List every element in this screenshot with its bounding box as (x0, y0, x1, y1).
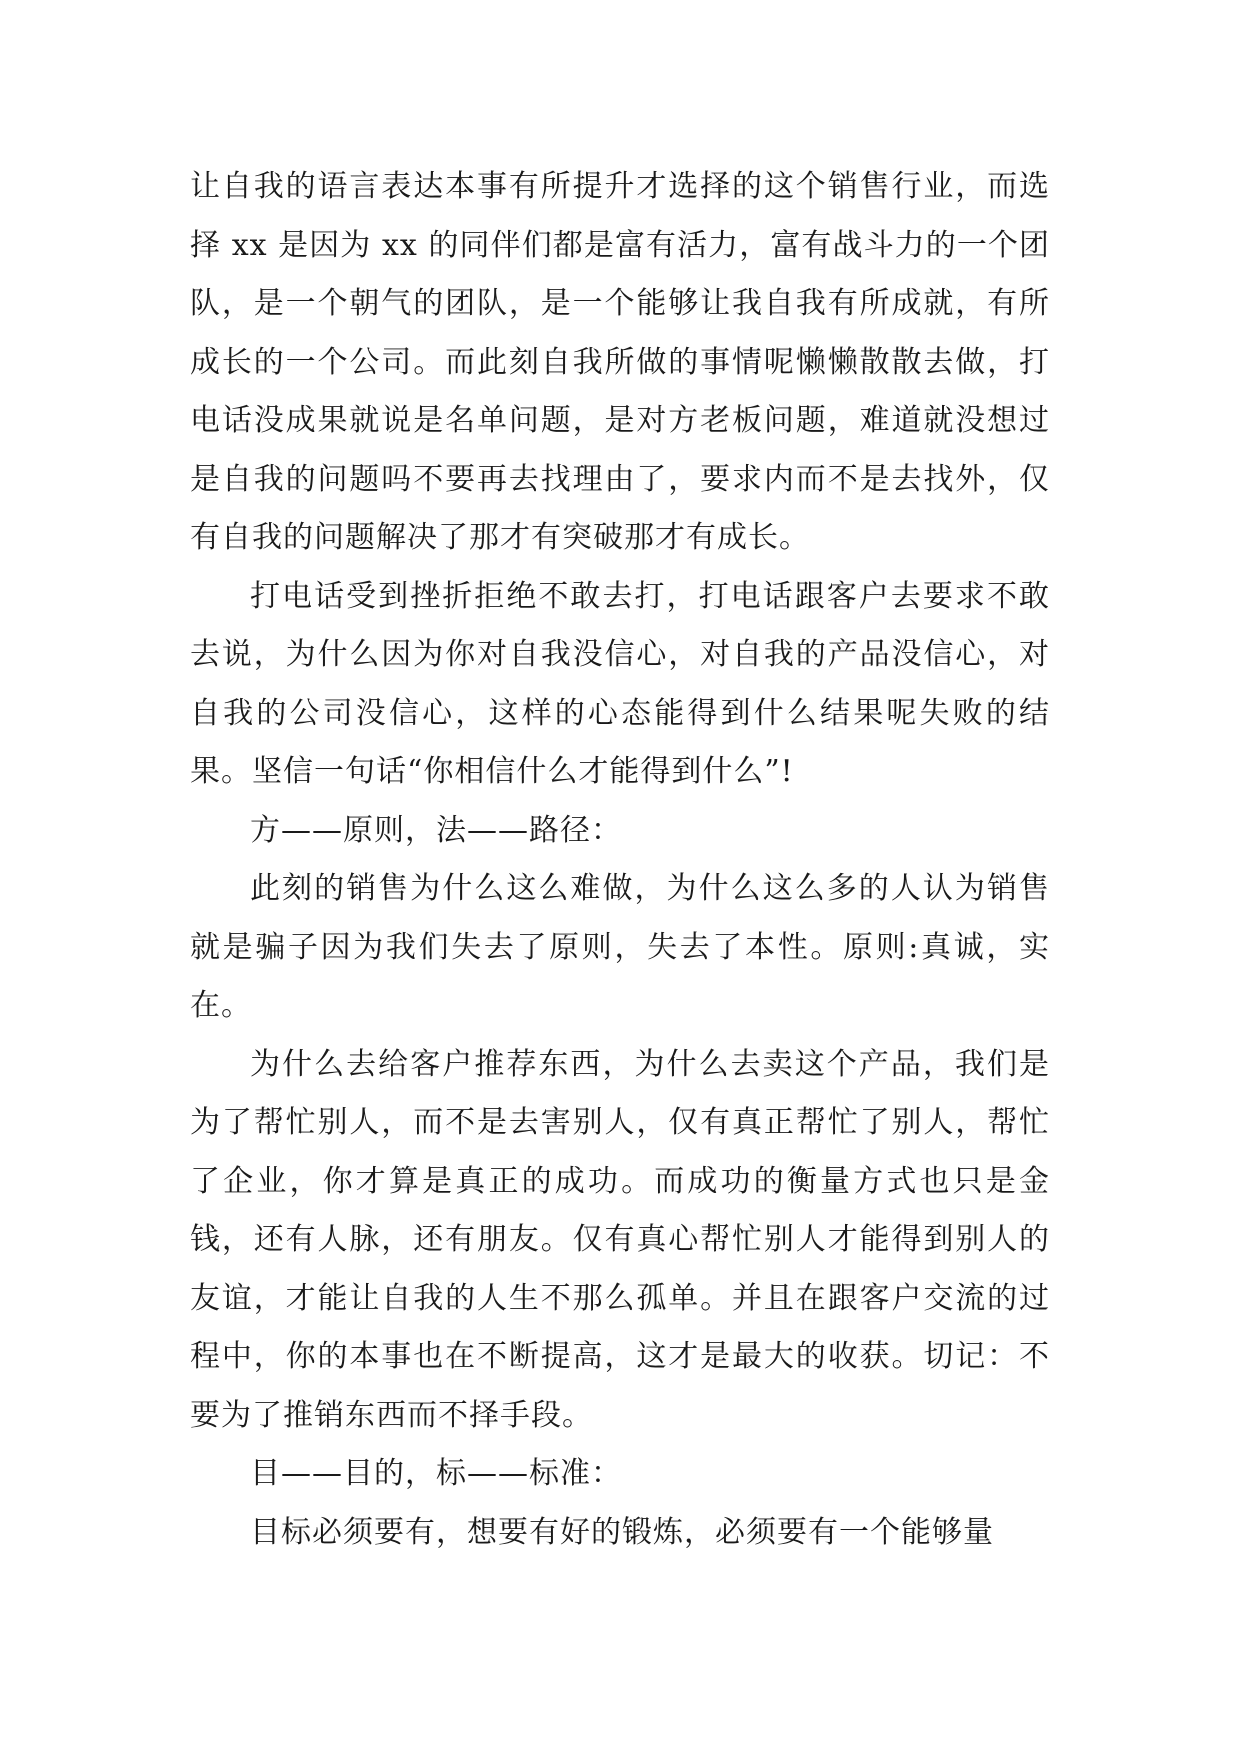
section-heading-method: 方——原则，法——路径： (250, 812, 622, 848)
paragraph-2: 打电话受到挫折拒绝不敢去打，打电话跟客户去要求不敢去说，为什么因为你对自我没信心，对自我的产品没信心，对自我的公司没信心，这样的心态能得到什么结果呢失败的结果。坚信一句话“你相信什么才能得到什么”! (190, 578, 1050, 789)
paragraph-4: 为什么去给客户推荐东西，为什么去卖这个产品，我们是为了帮忙别人，而不是去害别人，仅有真正帮忙了别人，帮忙了企业，你才算是真正的成功。而成功的衡量方式也只是金钱，还有人脉，还有朋友。仅有真心帮忙别人才能得到别人的友谊，才能让自我的人生不那么孤单。并且在跟客户交流的过程中，你的本事也在不断提高，这才是最大的收获。切记：不要为了推销东西而不择手段。 (190, 1046, 1050, 1433)
section-heading-goal: 目——目的，标——标准： (250, 1456, 622, 1491)
paragraph-3: 此刻的销售为什么这么难做，为什么这么多的人认为销售就是骗子因为我们失去了原则，失去了本性。原则:真诚，实在。 (190, 871, 1050, 1023)
paragraph-1: 让自我的语言表达本事有所提升才选择的这个销售行业，而选择 xx 是因为 xx 的同伴们都是富有活力，富有战斗力的一个团队，是一个朝气的团队，是一个能够让我自我有所成就，有所成长的一个公司。而此刻自我所做的事情呢懒懒散散去做，打电话没成果就说是名单问题，是对方老板问题，难道就没想过是自我的问题吗不要再去找理由了，要求内而不是去找外，仅有自我的问题解决了那才有突破那才有成长。 (190, 169, 1050, 555)
document-body (190, 158, 1050, 1562)
paragraph-5: 目标必须要有，想要有好的锻炼，必须要有一个能够量 (250, 1514, 994, 1550)
